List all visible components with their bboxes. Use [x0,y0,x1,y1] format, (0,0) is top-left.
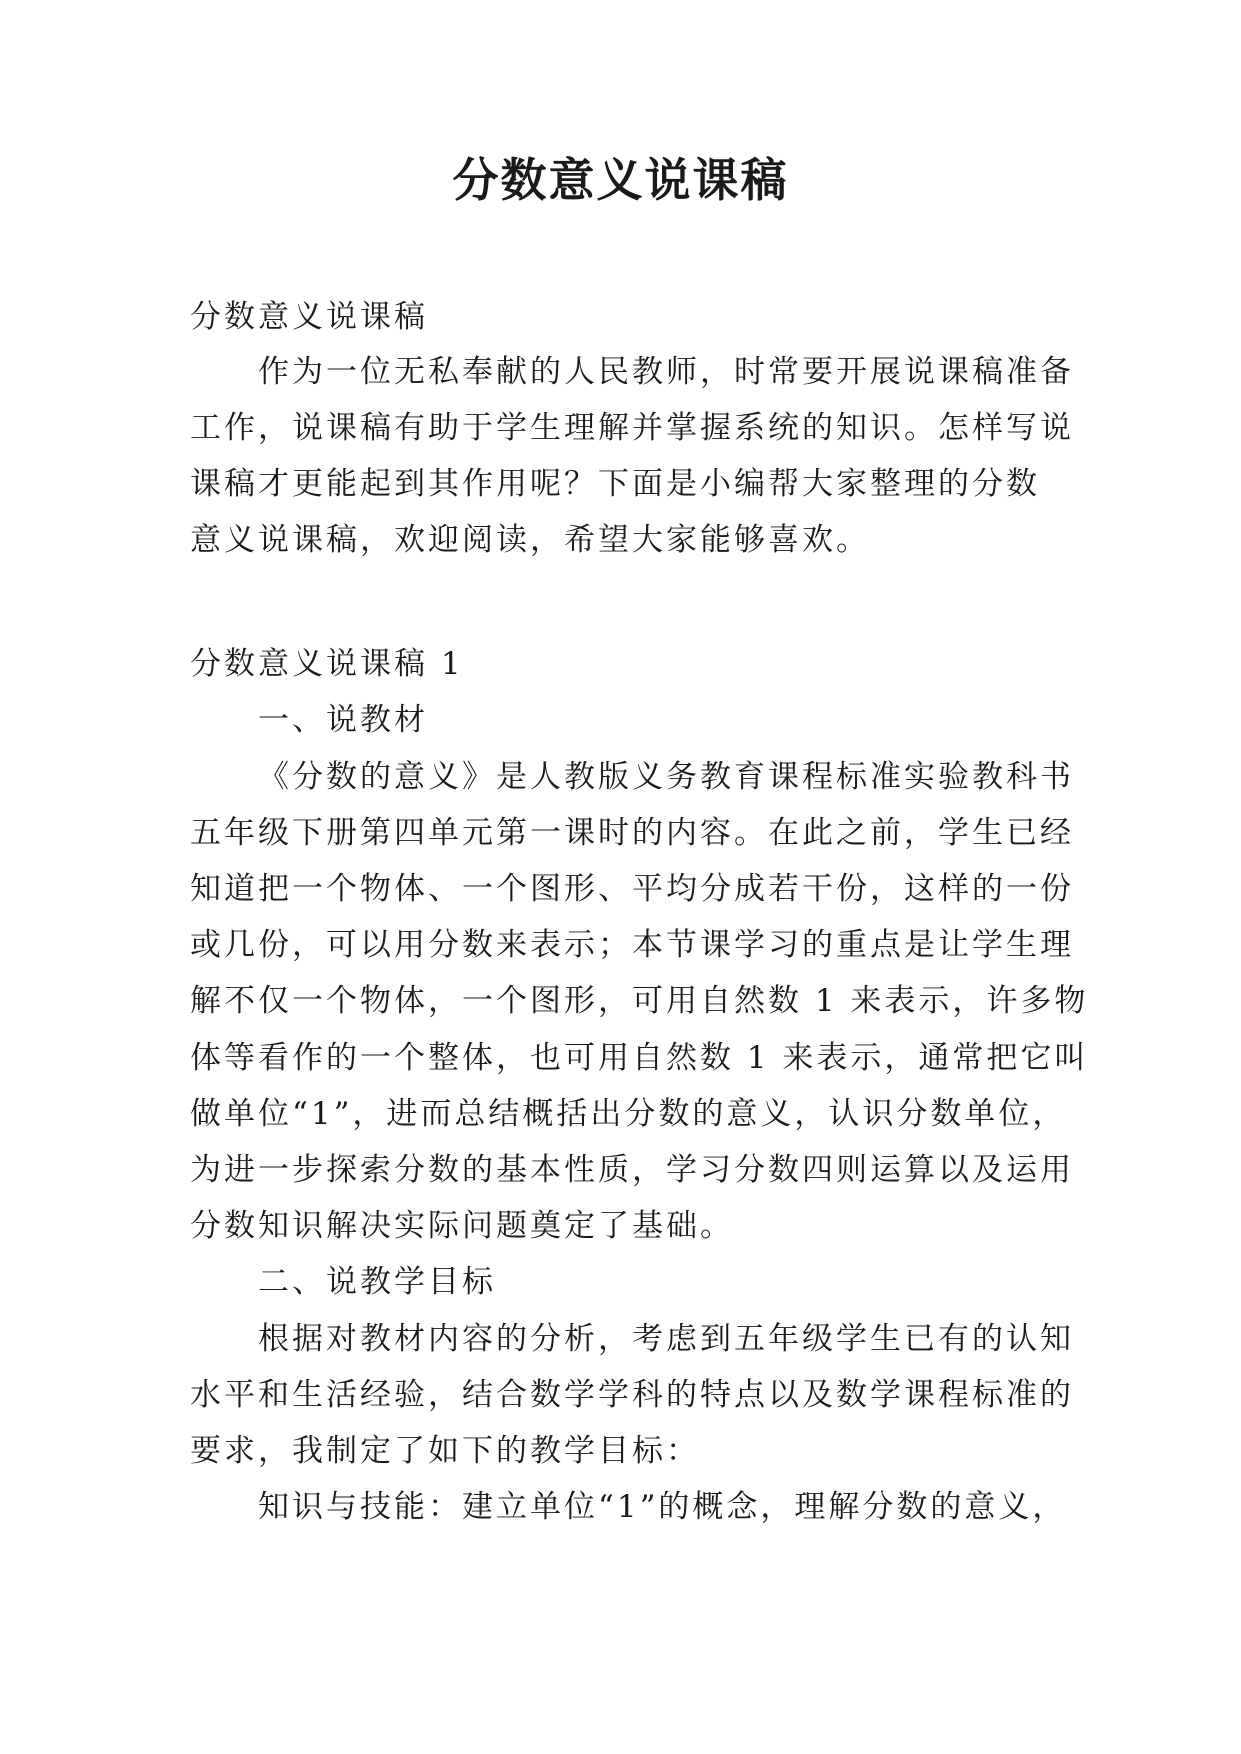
text-line: 分数知识解决实际问题奠定了基础。 [190,1208,734,1244]
text-line: 水平和生活经验，结合数学学科的特点以及数学课程标准的 [190,1377,1074,1413]
sub-heading: 一、说教材 [258,702,428,738]
text-line: 作为一位无私奉献的人民教师，时常要开展说课稿准备 [258,354,1074,390]
text-line: 体等看作的一个整体，也可用自然数 1 来表示，通常把它叫 [190,1040,1089,1076]
text-line: 知道把一个物体、一个图形、平均分成若干份，这样的一份 [190,871,1074,907]
text-line: 五年级下册第四单元第一课时的内容。在此之前，学生已经 [190,815,1074,851]
text-line: 要求，我制定了如下的教学目标： [190,1433,700,1469]
text-line: 《分数的意义》是人教版义务教育课程标准实验教科书 [258,759,1074,795]
text-line: 工作，说课稿有助于学生理解并掌握系统的知识。怎样写说 [190,410,1074,446]
text-line: 为进一步探索分数的基本性质，学习分数四则运算以及运用 [190,1152,1074,1188]
text-line: 知识与技能：建立单位“1”的概念，理解分数的意义， [258,1489,1067,1525]
text-line: 做单位“1”，进而总结概括出分数的意义，认识分数单位， [190,1096,1067,1132]
text-line: 根据对教材内容的分析，考虑到五年级学生已有的认知 [258,1321,1074,1357]
sub-heading: 二、说教学目标 [258,1264,496,1300]
text-line: 意义说课稿，欢迎阅读，希望大家能够喜欢。 [190,522,870,558]
text-line: 解不仅一个物体，一个图形，可用自然数 1 来表示，许多物 [190,983,1089,1019]
document-title: 分数意义说课稿 [452,153,789,207]
text-line: 分数意义说课稿 [190,299,428,335]
section-heading: 分数意义说课稿 1 [190,646,464,682]
text-line: 课稿才更能起到其作用呢？下面是小编帮大家整理的分数 [190,466,1040,502]
text-line: 或几份，可以用分数来表示；本节课学习的重点是让学生理 [190,927,1074,963]
